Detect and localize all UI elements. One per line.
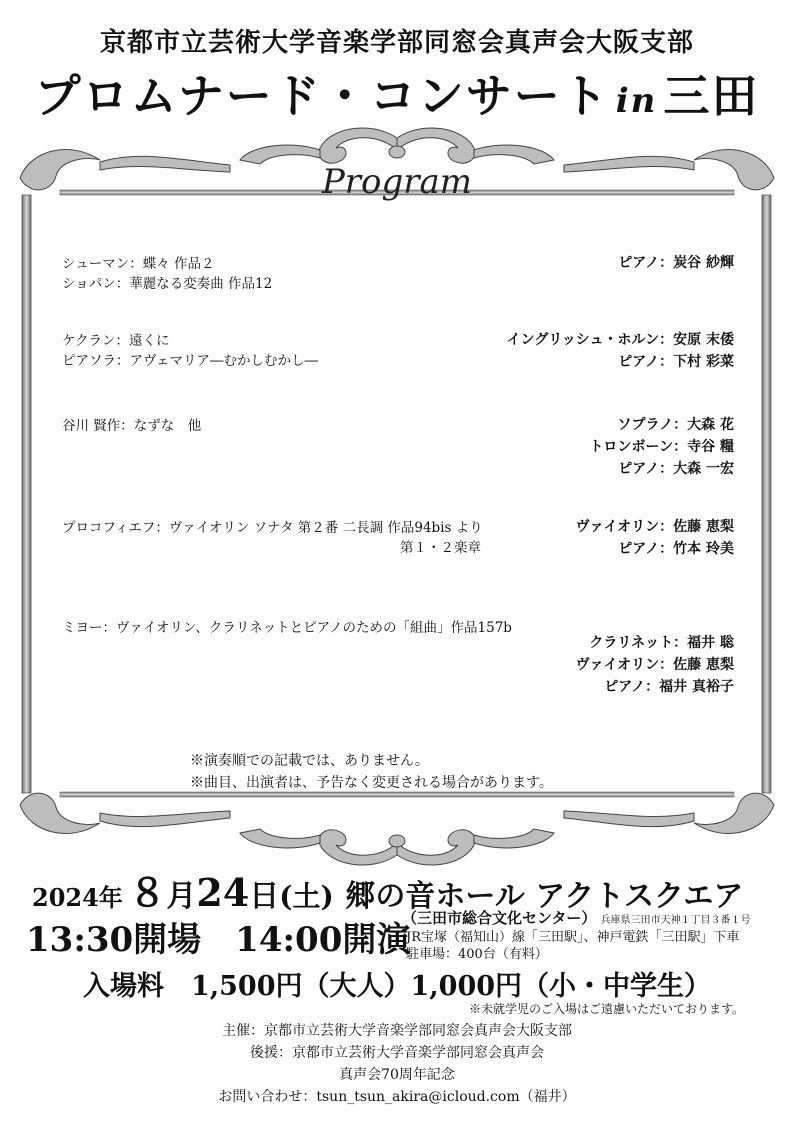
program-item-3-performers	[589, 414, 734, 480]
note: ※演奏順での記載では、ありません。	[190, 753, 429, 769]
work-title: 第１・２楽章	[400, 540, 481, 556]
program-item-1-works	[62, 254, 272, 294]
performer: ピアノ：竹本 玲美	[618, 541, 734, 557]
performer: ヴァイオリン：佐藤 恵梨	[575, 519, 734, 535]
program-item-5-works	[62, 618, 512, 638]
venue-center: （三田市総合文化センター）	[402, 909, 597, 927]
work-title: ケクラン：遠くに	[62, 333, 170, 349]
venue-address: 兵庫県三田市天神１丁目３番１号	[600, 915, 751, 926]
performer: クラリネット：福井 聡	[589, 635, 734, 651]
work-title: シューマン：蝶々 作品２	[62, 256, 215, 272]
title-place: 三田	[663, 69, 760, 123]
event-year: 2024年	[32, 883, 123, 912]
program-item-4-performers	[576, 516, 734, 560]
title-main: プロムナード・コンサート	[34, 69, 610, 123]
performer: ピアノ：福井 真裕子	[604, 679, 734, 695]
work-title: ショパン：華麗なる変奏曲 作品12	[62, 276, 273, 292]
event-month: ８	[128, 870, 167, 915]
work-title: 谷川 賢作：なずな 他	[62, 418, 202, 434]
performer: ピアノ：下村 彩菜	[618, 354, 734, 370]
work-title: ミヨー：ヴァイオリン、クラリネットとピアノのための「組曲」作品157b	[62, 620, 512, 636]
work-title: プロコフィエフ：ヴァイオリン ソナタ 第２番 二長調 作品94bis より	[62, 520, 483, 536]
event-venue: 郷の音ホール アクトスクエア	[345, 879, 744, 914]
performer: ピアノ：炭谷 紗輝	[618, 255, 734, 271]
anniversary: 真声会70周年記念	[339, 1067, 455, 1083]
program-heading: Program	[321, 162, 473, 202]
note: ※曲目、出演者は、予告なく変更される場合があります。	[190, 775, 553, 791]
credits	[0, 1020, 794, 1108]
work-title: ピアソラ：アヴェマリア―むかしむかし―	[62, 353, 318, 369]
event-day-unit: 日	[249, 879, 280, 914]
program-item-5-performers	[576, 632, 734, 698]
event-time: 13:30開場 14:00開演	[26, 920, 411, 960]
performer: ソプラノ：大森 花	[617, 417, 734, 433]
program-item-4-works	[62, 518, 483, 558]
program-item-2-works	[62, 331, 318, 371]
performer: ピアノ：大森 一宏	[618, 461, 734, 477]
performer: トロンボーン：寺谷 糧	[589, 439, 734, 455]
venue-access: JR宝塚（福知山）線「三田駅」、神戸電鉄「三田駅」下車	[406, 930, 740, 945]
event-weekday: (土)	[279, 880, 334, 913]
program-item-3-works	[62, 416, 201, 436]
venue-details	[402, 910, 751, 963]
admission-fee: 入場料 1,500円（大人）1,000円（小・中学生）	[82, 971, 712, 1002]
program-notes	[190, 750, 553, 794]
organizer: 主催：京都市立芸術大学音楽学部同窓会真声会大阪支部	[222, 1023, 572, 1039]
program-item-2-performers	[507, 329, 734, 373]
title-in: in	[615, 81, 658, 121]
venue-parking: 駐車場：400台（有料）	[406, 947, 548, 962]
organizer-heading: 京都市立芸術大学音楽学部同窓会真声会大阪支部	[99, 28, 694, 58]
event-date-venue	[32, 862, 743, 917]
contact: お問い合わせ：tsun_tsun_akira@icloud.com（福井）	[218, 1089, 576, 1105]
performer: イングリッシュ・ホルン：安原 末倭	[506, 332, 734, 348]
event-day: 24	[196, 870, 250, 915]
supporter: 後援：京都市立芸術大学音楽学部同窓会真声会	[250, 1045, 544, 1061]
performer: ヴァイオリン：佐藤 恵梨	[575, 657, 734, 673]
program-item-1-performers	[618, 252, 734, 274]
event-month-unit: 月	[166, 879, 197, 914]
admission-note: ※未就学児のご入場はご遠慮いただいております。	[468, 1002, 744, 1016]
